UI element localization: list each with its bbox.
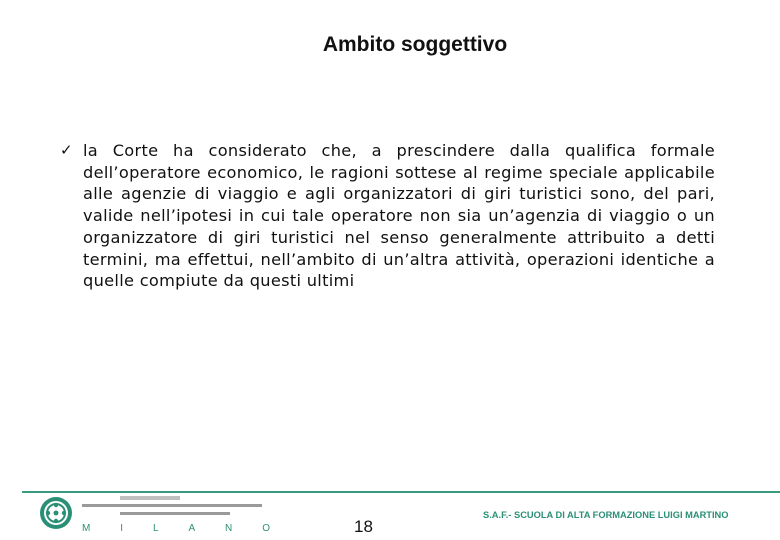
logo-wordmark-line3 xyxy=(120,512,230,515)
bullet-text: la Corte ha considerato che, a prescindere dalla qualifica formale dell’operatore economico, le ragioni sottese al regime speciale applicabile alle agenzie di viaggio e agli organizzatori di giri turistici sono, del pari, valide nell’ipotesi in cui tale operatore non sia un’agenzia di viaggio o un organizzatore di giri turistici nel senso generalmente attribuito a detti termini, ma effettui, nell’ambito di un’altra attività, operazioni identiche a quelle compiute da questi ultimi xyxy=(83,141,715,291)
logo-city-letter: M xyxy=(82,523,93,534)
footer-school-name: S.A.F.- SCUOLA DI ALTA FORMAZIONE LUIGI MARTINO xyxy=(483,510,729,520)
footer-divider xyxy=(22,491,780,493)
logo-city-letter: I xyxy=(120,523,126,534)
logo-city-letter: N xyxy=(225,523,235,534)
bullet-item xyxy=(60,140,715,292)
logo-emblem-icon xyxy=(38,495,74,531)
page-number: 18 xyxy=(354,517,373,536)
logo-city-letter: A xyxy=(188,523,198,534)
logo-city-letter: O xyxy=(262,523,272,534)
odcec-milano-logo xyxy=(38,495,272,537)
slide-title: Ambito soggettivo xyxy=(322,33,508,56)
checkmark-icon: ✓ xyxy=(60,141,73,159)
logo-wordmark-line2 xyxy=(82,504,262,507)
logo-wordmark-line1 xyxy=(120,496,180,500)
logo-city-letter: L xyxy=(152,523,161,534)
logo-city-lettering xyxy=(82,523,272,534)
